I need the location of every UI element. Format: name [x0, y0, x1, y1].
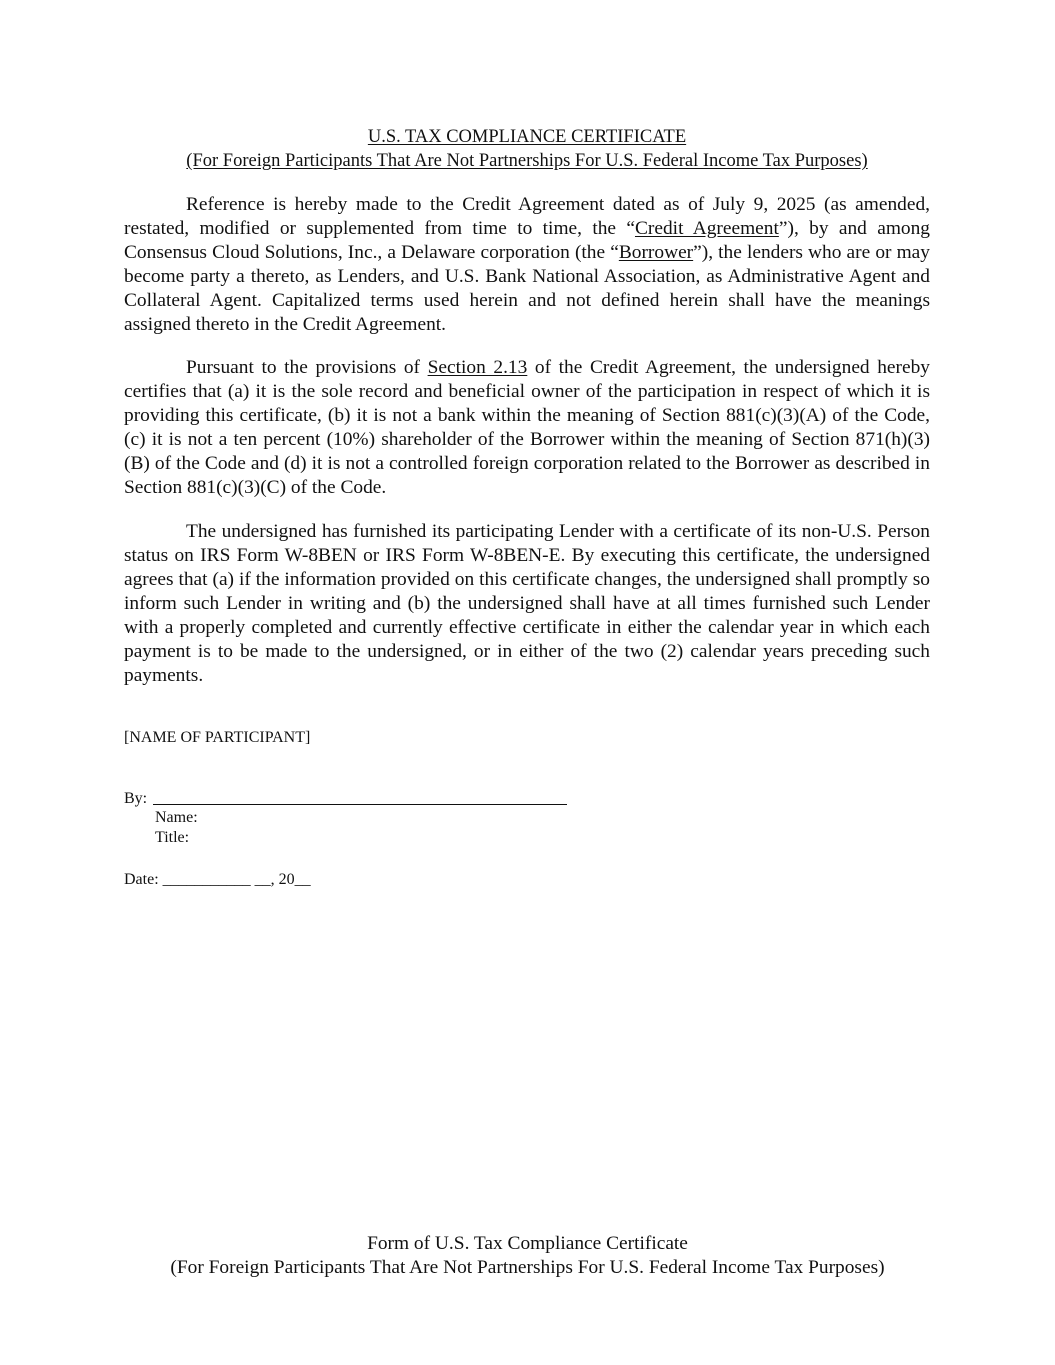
defined-term-credit-agreement: Credit Agreement [634, 218, 779, 239]
section-reference: Section 2.13 [427, 357, 528, 378]
certificate-subtitle [124, 149, 930, 173]
paragraph-certification [124, 356, 930, 500]
paragraph-reference [124, 193, 930, 337]
date-line: Date: ___________ __, 20__ [124, 871, 311, 888]
defined-term-borrower: Borrower [618, 242, 694, 263]
paragraph-reference-part1: Reference is hereby made to the Credit Agreement dated as of July 9, 2025 (as amended, restated, modified or supplemented from time to time, the “ [124, 194, 930, 239]
participant-name-placeholder: [NAME OF PARTICIPANT] [124, 729, 311, 746]
signature-line[interactable] [153, 804, 567, 805]
certificate-subtitle-text: (For Foreign Participants That Are Not Partnerships For U.S. Federal Income Tax Purposes) [186, 151, 868, 171]
paragraph-furnished-certificate: The undersigned has furnished its participating Lender with a certificate of its non-U.S. Person status on IRS Form W-8BEN or IRS Form W-8BEN-E. By executing this certificate, the undersigned agrees that (a) if the information provided on this certificate changes, the undersigned shall promptly so inform such Lender in writing and (b) the undersigned shall have at all times furnished such Lender with a properly completed and currently effective certificate in either the calendar year in which each payment is to be made to the undersigned, or in either of the two (2) calendar years preceding such payments. [124, 521, 930, 686]
certificate-title-text: U.S. TAX COMPLIANCE CERTIFICATE [367, 127, 687, 147]
footer-form-subtitle: (For Foreign Participants That Are Not Partnerships For U.S. Federal Income Tax Purposes) [170, 1257, 885, 1278]
paragraph-certification-part2: of the Credit Agreement, the undersigned hereby certifies that (a) it is the sole record and beneficial owner of the participation in respect of which it is providing this certificate, (b) it is not a bank within the meaning of Section 881(c)(3)(A) of the Code, (c) it is not a ten percent (10%) shareholder of the Borrower within the meaning of Section 871(h)(3)(B) of the Code and (d) it is not a controlled foreign corporation related to the Borrower as described in Section 881(c)(3)(C) of the Code. [124, 357, 930, 498]
title-label: Title: [155, 829, 190, 846]
name-label: Name: [155, 809, 198, 826]
paragraph-reference-part2: ”), by and among Consensus Cloud Solutions, Inc., a Delaware corporation (the “ [124, 218, 930, 263]
paragraph-reference-part3: ”), the lenders who are or may become party a thereto, as Lenders, and U.S. Bank National Association, as Administrative Agent and Collateral Agent. Capitalized terms used herein and not defined herein shall have the meanings assigned thereto in the Credit Agreement. [124, 242, 930, 335]
footer-form-title: Form of U.S. Tax Compliance Certificate [367, 1233, 688, 1254]
paragraph-certification-part1: Pursuant to the provisions of [186, 357, 428, 378]
certificate-title [124, 125, 930, 149]
by-label: By: [124, 790, 148, 807]
